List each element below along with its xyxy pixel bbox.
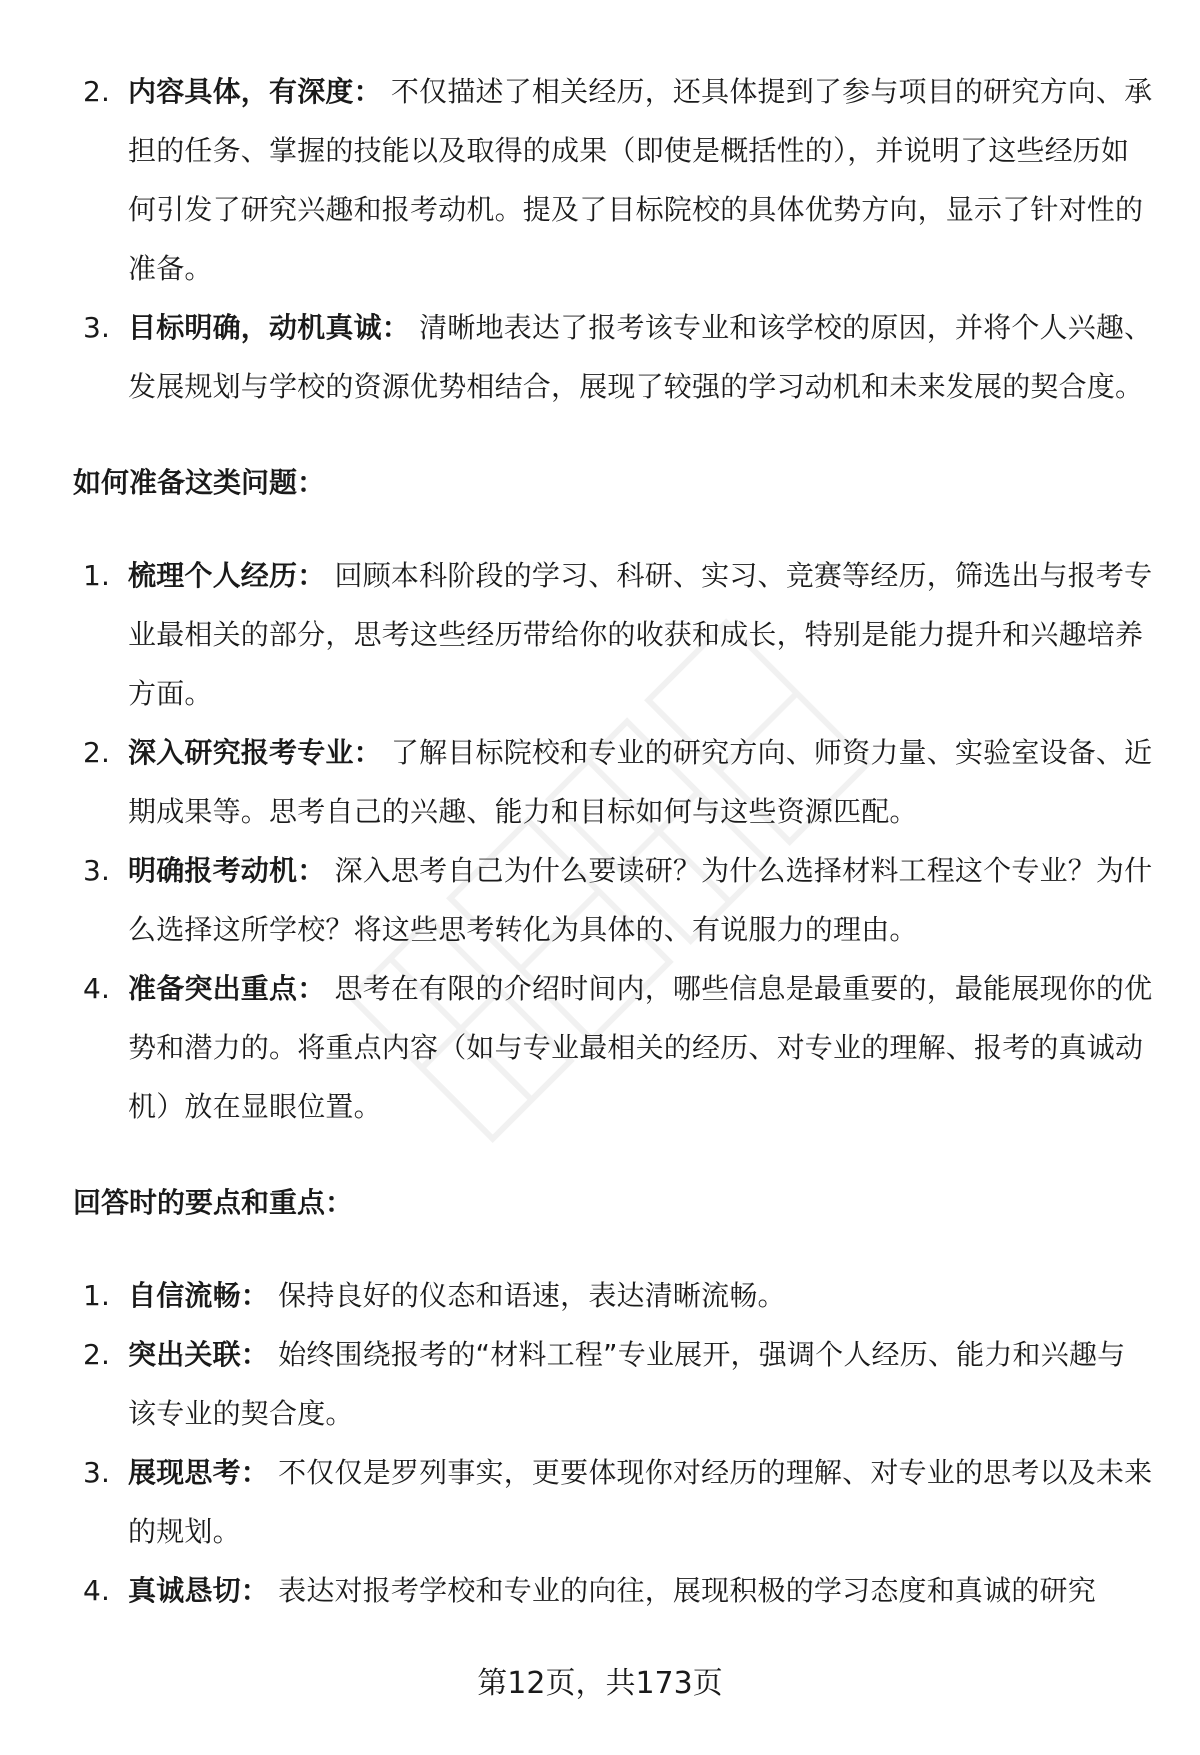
document-content	[73, 62, 1153, 1620]
list-term: 自信流畅：	[128, 1279, 270, 1312]
key-points-list	[73, 1266, 1153, 1620]
list-number: 2.	[83, 1338, 111, 1371]
list-item	[73, 841, 1153, 959]
list-term: 深入研究报考专业：	[128, 736, 382, 769]
list-number: 4.	[83, 1574, 111, 1607]
list-term: 真诚恳切：	[128, 1574, 270, 1607]
list-text: 清晰地表达了报考该专业和该学校的原因，并将个人兴趣、发展规划与学校的资源优势相结合，展现了较强的学习动机和未来发展的契合度。	[128, 311, 1153, 403]
list-item	[73, 723, 1153, 841]
evaluation-list	[73, 62, 1153, 416]
list-item	[73, 62, 1153, 298]
list-text: 保持良好的仪态和语速，表达清晰流畅。	[278, 1279, 786, 1312]
list-number: 3.	[83, 1456, 111, 1489]
section-heading-key-points: 回答时的要点和重点：	[73, 1186, 354, 1219]
list-item	[73, 1266, 1153, 1325]
list-item	[73, 959, 1153, 1136]
list-term: 展现思考：	[128, 1456, 270, 1489]
list-number: 3.	[83, 854, 111, 887]
list-term: 梳理个人经历：	[128, 559, 326, 592]
list-item	[73, 1325, 1153, 1443]
list-item	[73, 1561, 1153, 1620]
list-text: 深入思考自己为什么要读研？为什么选择材料工程这个专业？为什么选择这所学校？将这些思考转化为具体的、有说服力的理由。	[128, 854, 1153, 946]
list-term: 内容具体，有深度：	[128, 75, 382, 108]
list-text: 表达对报考学校和专业的向往，展现积极的学习态度和真诚的研究	[278, 1574, 1096, 1607]
preparation-list	[73, 546, 1153, 1136]
list-number: 2.	[83, 736, 111, 769]
list-term: 突出关联：	[128, 1338, 270, 1371]
list-number: 1.	[83, 559, 111, 592]
list-term: 准备突出重点：	[128, 972, 326, 1005]
list-text: 思考在有限的介绍时间内，哪些信息是最重要的，最能展现你的优势和潜力的。将重点内容（如与专业最相关的经历、对专业的理解、报考的真诚动机）放在显眼位置。	[128, 972, 1153, 1123]
list-term: 明确报考动机：	[128, 854, 326, 887]
section-heading-preparation: 如何准备这类问题：	[73, 466, 326, 499]
list-term: 目标明确，动机真诚：	[128, 311, 411, 344]
list-number: 1.	[83, 1279, 111, 1312]
list-text: 始终围绕报考的“材料工程”专业展开，强调个人经历、能力和兴趣与该专业的契合度。	[128, 1338, 1126, 1430]
page-footer: 第12页，共173页	[477, 1666, 723, 1701]
list-number: 2.	[83, 75, 111, 108]
list-text: 回顾本科阶段的学习、科研、实习、竞赛等经历，筛选出与报考专业最相关的部分，思考这些经历带给你的收获和成长，特别是能力提升和兴趣培养方面。	[128, 559, 1153, 710]
list-text: 不仅仅是罗列事实，更要体现你对经历的理解、对专业的思考以及未来的规划。	[128, 1456, 1153, 1548]
list-item	[73, 1443, 1153, 1561]
list-number: 3.	[83, 311, 111, 344]
list-text: 了解目标院校和专业的研究方向、师资力量、实验室设备、近期成果等。思考自己的兴趣、能力和目标如何与这些资源匹配。	[128, 736, 1153, 828]
list-item	[73, 546, 1153, 723]
list-number: 4.	[83, 972, 111, 1005]
list-item	[73, 298, 1153, 416]
list-text: 不仅描述了相关经历，还具体提到了参与项目的研究方向、承担的任务、掌握的技能以及取得的成果（即使是概括性的），并说明了这些经历如何引发了研究兴趣和报考动机。提及了目标院校的具体优势方向，显示了针对性的准备。	[128, 75, 1153, 285]
